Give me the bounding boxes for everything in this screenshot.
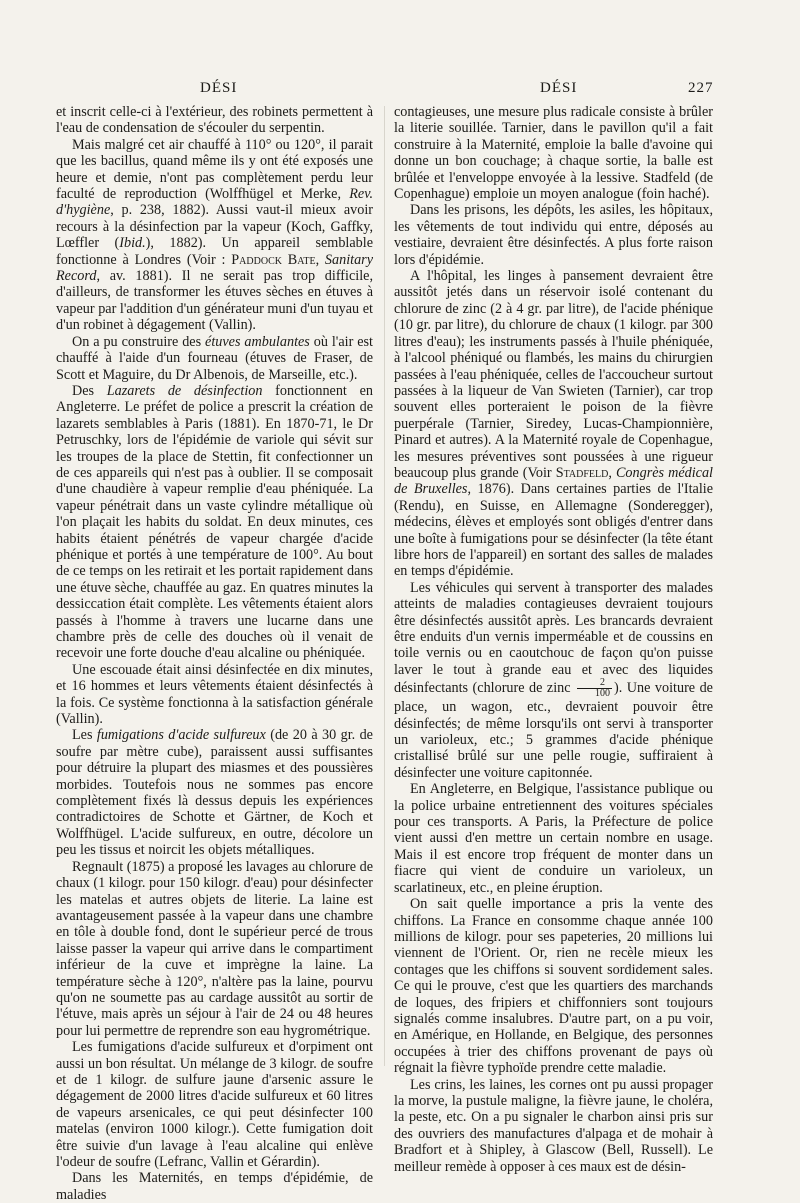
paragraph: Regnault (1875) a proposé les lavages au chlorure de chaux (1 kilogr. pour 150 kilogr. d'eau) pour désinfecter les matelas et autres objets de literie. La laine est avantageusement passée à la vapeur dans une chambre en tôle à double fond, dont le supérieur percé de trous laisse passer la vapeur qui arrive dans le compartiment inférieur de la cuve et imprègne la laine. La température sèche à 120°, n'altère pas la laine, pourvu qu'on ne soumette pas au cardage aussitôt au sortir de l'étuve, mais après un séjour à l'air de 24 ou 48 heures pour lui permettre de reprendre son eau hygrométrique. <box>56 858 373 1039</box>
paragraph: En Angleterre, en Belgique, l'assistance publique ou la police urbaine entretiennent des voitures spéciales pour ces transports. A Paris, la Préfecture de police vient aussi d'en mettre un certain nombre en usage. Mais il est encore trop fréquent de monter dans un fiacre qui vient de conduire un varioleux, un scarlatineux, etc., en pleine éruption. <box>394 781 713 896</box>
paragraph: Des Lazarets de désinfection fonctionnent en Angleterre. Le préfet de police a prescrit la création de lazarets semblables à Paris (1881). En 1870-71, le Dr Petruschky, lors de l'épidémie de variole qui sévit sur les troupes de la place de Stettin, fit confectionner un de ces appareils qui n'est pas à oublier. Il se composait d'une chaudière à vapeur remplie d'eau phéniquée. La vapeur pénétrait dans un vaste cylindre métallique où l'on plaçait les habits du soldat. En deux minutes, ces habits étaient pénétrés de vapeur chargée d'acide phénique et portés à une température de 100°. Au bout de ce temps on les retirait et les portait rapidement dans une étuve sèche, chauffée au gaz. En quatres minutes la dessiccation était complète. Les vêtements étaient alors passés à l'homme à travers une lucarne dans une chambre près de celle des douches où il venait de recevoir une forte douche d'eau alcaline ou phéniquée. <box>56 382 373 662</box>
paragraph: Les véhicules qui servent à transporter des malades atteints de maladies contagieuses devraient toujours être désinfectés aussitôt après. Les brancards devraient être enduits d'un vernis imperméable et de coussins en toile vernis ou en caoutchouc de façon qu'on puisse laver le tout à grande eau et avec des liquides désinfectants (chlorure de zinc $\frac{2}{100}$ ). Une voiture de place, un wagon, etc., devraient pouvoir être désinfectés; de même lorsqu'ils ont servi à transporter un varioleux, etc.; 5 grammes d'acide phénique cristallisé brûlé sur une pelle rougie, suffiraient à désinfecter une voiture capitonnée. <box>394 579 713 781</box>
running-head-right: DÉSI <box>540 80 578 96</box>
paragraph: Les fumigations d'acide sulfureux et d'orpiment ont aussi un bon résultat. Un mélange de 3 kilogr. de soufre et de 1 kilogr. de sulfure jaune d'arsenic assure le dégagement de 2000 litres d'acide sulfureux et 60 litres de vapeurs arsenicales, ce qui peut désinfecter 100 matelas (environ 1000 kilogr.). Cette fumigation doit être suivie d'un lavage à l'eau alcaline qui enlève l'odeur de soufre (Lefranc, Vallin et Gérardin). <box>56 1039 373 1170</box>
left-column <box>56 104 373 1203</box>
paragraph: Mais malgré cet air chauffé à 110° ou 120°, il parait que les bacillus, quand même ils y ont été exposés une heure et demie, n'ont pas complètement perdu leur faculté de reproduction (Wolffhügel et Merke, Rev. d'hygiène, p. 238, 1882). Aussi vaut-il mieux avoir recours à la désinfection par la vapeur (Koch, Gaffky, Lœffler (Ibid.), 1882). Un appareil semblable fonctionne à Londres (Voir : Paddock Bate, Sanitary Record, av. 1881). Il ne serait pas trop difficile, d'ailleurs, de transformer les étuves sèches en étuves à vapeur par l'addition d'un générateur muni d'un tuyau et d'un robinet à dégagement (Vallin). <box>56 136 373 334</box>
right-column <box>394 104 713 1175</box>
paragraph: Les fumigations d'acide sulfureux (de 20 à 30 gr. de soufre par mètre cube), paraissent aussi suffisantes pour détruire la plupart des miasmes et des poussières morbides. Toutefois nous ne sommes pas encore complètement fixés là dessus depuis les expériences contradictoires de Schotte et Gärtner, de Koch et Wolffhügel. L'acide sulfureux, en outre, décolore un peu les tissus et noircit les objets métalliques. <box>56 727 373 859</box>
paragraph: Les crins, les laines, les cornes ont pu aussi propager la morve, la pustule maligne, la fièvre jaune, le choléra, la peste, etc. On a pu signaler le charbon ainsi pris sur des ouvriers des manufactures d'alpaga et de mohair à Bradfort et à Shipley, à Glascow (Bell, Russell). Le meilleur remède à opposer à ces maux est de désin- <box>394 1076 713 1175</box>
running-head <box>0 80 800 102</box>
paragraph: Dans les prisons, les dépôts, les asiles, les hôpitaux, les vêtements de tout individu qui entre, déposés au vestiaire, devraient être désinfectés. A plus forte raison lors d'épidémie. <box>394 202 713 268</box>
paragraph: A l'hôpital, les linges à pansement devraient être aussitôt jetés dans un réservoir isolé contenant du chlorure de zinc (2 à 4 gr. par litre), de l'acide phénique (10 gr. par litre), du chlorure de chaux (1 kilogr. par 300 litres d'eau); les instruments passés à l'huile phéniquée, à l'alcool phéniqué ou flambés, les mains du chirurgien passées à l'eau phéniquée, celles de l'accoucheur surtout passées à la liqueur de Van Swieten (Tarnier), car trop souvent elles porteraient le poison de la fièvre puerpérale (Tarnier, Siredey, Lucas-Championnière, Pinard et autres). A la Maternité royale de Copenhague, les mesures préventives sont poussées à une rigueur beaucoup plus grande (Voir Stadfeld, Congrès médical de Bruxelles, 1876). Dans certaines parties de l'Italie (Rendu), en Suisse, en Allemagne (Sonderegger), médecins, élèves et employés sont obligés d'entrer dans une boîte à fumigations pour se désinfecter (la tête étant libre hors de l'appareil) en sortant des salles de malades en temps d'épidémie. <box>394 268 714 580</box>
paragraph: On a pu construire des étuves ambulantes où l'air est chauffé à l'aide d'un fourneau (étuves de Fraser, de Scott et Maguire, du Dr Albenois, de Marseille, etc.). <box>56 333 373 383</box>
fraction: $\frac{2}{100}$ <box>577 678 612 699</box>
paragraph: et inscrit celle-ci à l'extérieur, des robinets permettent à l'eau de condensation de s'écouler du serpentin. <box>56 104 373 137</box>
paragraph: Dans les Maternités, en temps d'épidémie, de maladies <box>56 1170 373 1203</box>
paragraph: contagieuses, une mesure plus radicale consiste à brûler la literie souillée. Tarnier, dans le pavillon qu'il a fait construire à la Maternité, emploie la balle d'avoine qui donne un bon couchage; à chaque sortie, la balle est brûlée et l'enveloppe envoyée à la lessive. Stadfeld (de Copenhague) emploie un moyen analogue (foin haché). <box>394 104 713 203</box>
running-head-left: DÉSI <box>200 80 238 96</box>
paragraph: On sait quelle importance a pris la vente des chiffons. La France en consomme chaque année 100 millions de kilogr. pour ses papeteries, 20 millions lui viennent de l'Orient. Or, rien ne recèle mieux les contages que les chiffons si souvent sordidement sales. Ce qui le prouve, c'est que les quartiers des marchands de loques, des fripiers et chiffonniers sont toujours signalés comme insalubres. D'autre part, on a pu voir, en Amérique, en Hollande, en Belgique, des personnes occupées à trier des chiffons provenant de pays où régnait la fièvre typhoïde prendre cette maladie. <box>394 896 713 1077</box>
page-number: 227 <box>688 80 714 96</box>
column-divider <box>384 106 385 1066</box>
paragraph: Une escouade était ainsi désinfectée en dix minutes, et 16 hommes et leurs vêtements étaient désinfectés à la fois. Ce système fonctionna à la satisfaction générale (Vallin). <box>56 661 373 728</box>
